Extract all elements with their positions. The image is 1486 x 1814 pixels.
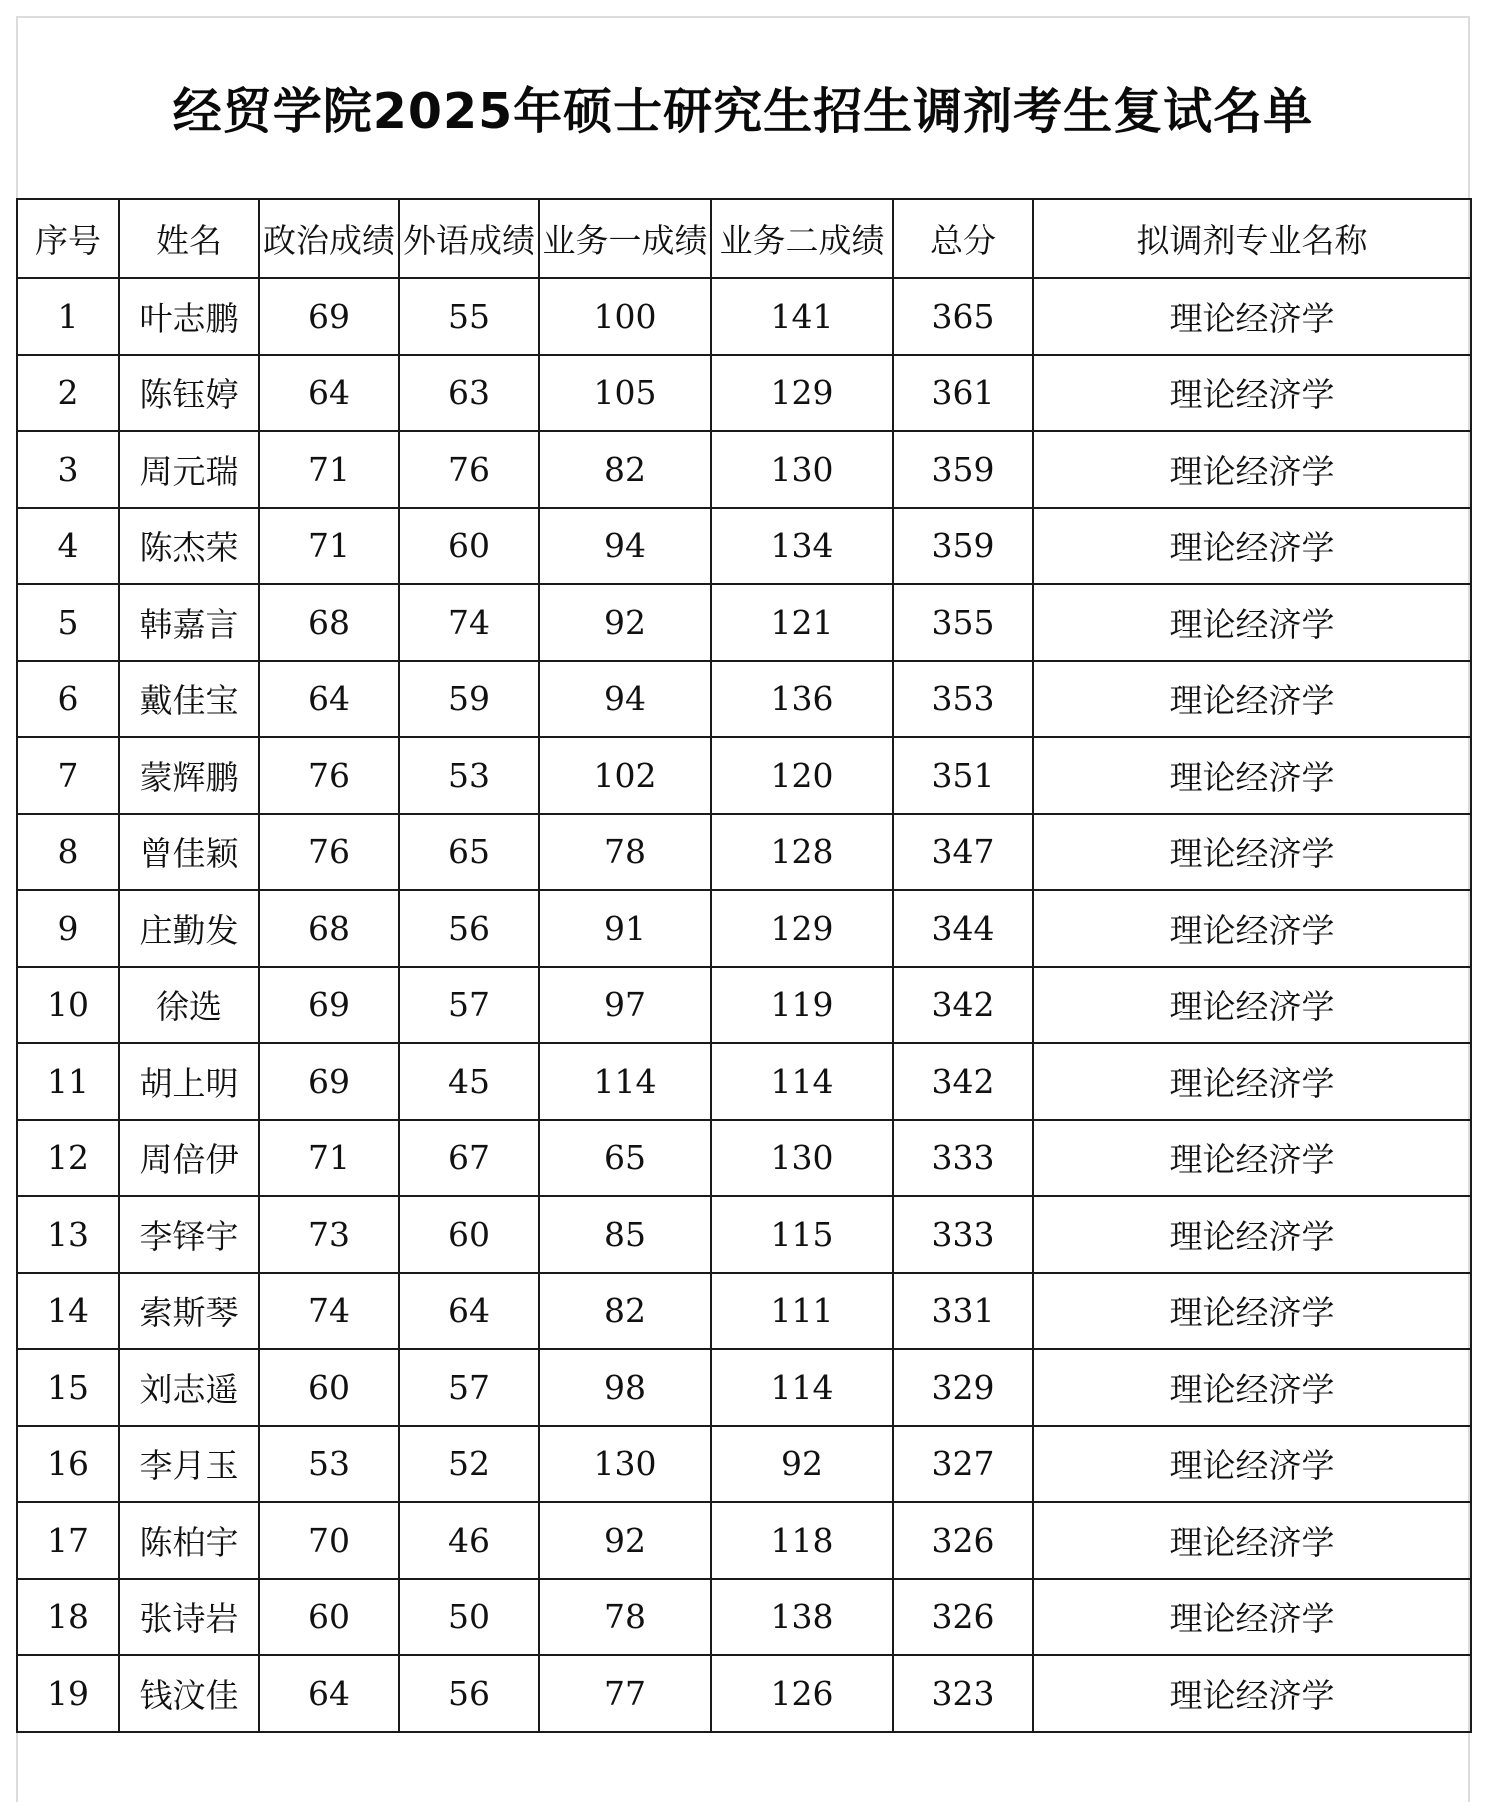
name-cell: 钱汶佳 <box>119 1655 259 1732</box>
table-row <box>17 584 1471 661</box>
serial-cell: 2 <box>17 355 119 432</box>
table-row <box>17 1043 1471 1120</box>
major-cell: 理论经济学 <box>1033 508 1471 585</box>
politics-cell: 76 <box>259 814 399 891</box>
total-cell: 331 <box>893 1273 1033 1350</box>
serial-cell: 3 <box>17 431 119 508</box>
subject-two-cell: 120 <box>711 737 893 814</box>
header-politics: 政治成绩 <box>259 199 399 278</box>
name-cell: 周元瑞 <box>119 431 259 508</box>
subject-two-cell: 141 <box>711 278 893 355</box>
foreign-language-cell: 60 <box>399 508 539 585</box>
subject-two-cell: 115 <box>711 1196 893 1273</box>
foreign-language-cell: 67 <box>399 1120 539 1197</box>
politics-cell: 69 <box>259 967 399 1044</box>
foreign-language-cell: 57 <box>399 967 539 1044</box>
name-cell: 刘志遥 <box>119 1349 259 1426</box>
foreign-language-cell: 56 <box>399 890 539 967</box>
foreign-language-cell: 59 <box>399 661 539 738</box>
foreign-language-cell: 50 <box>399 1579 539 1656</box>
document-sheet <box>16 16 1470 1802</box>
subject-two-cell: 129 <box>711 890 893 967</box>
subject-two-cell: 130 <box>711 431 893 508</box>
subject-two-cell: 129 <box>711 355 893 432</box>
name-cell: 徐选 <box>119 967 259 1044</box>
total-cell: 342 <box>893 967 1033 1044</box>
table-row <box>17 661 1471 738</box>
subject-one-cell: 102 <box>539 737 711 814</box>
table-row <box>17 814 1471 891</box>
subject-one-cell: 98 <box>539 1349 711 1426</box>
table-row <box>17 431 1471 508</box>
politics-cell: 60 <box>259 1579 399 1656</box>
total-cell: 351 <box>893 737 1033 814</box>
politics-cell: 60 <box>259 1349 399 1426</box>
foreign-language-cell: 45 <box>399 1043 539 1120</box>
subject-one-cell: 78 <box>539 1579 711 1656</box>
subject-one-cell: 65 <box>539 1120 711 1197</box>
header-total: 总分 <box>893 199 1033 278</box>
subject-one-cell: 85 <box>539 1196 711 1273</box>
subject-one-cell: 82 <box>539 1273 711 1350</box>
table-row <box>17 278 1471 355</box>
name-cell: 曾佳颖 <box>119 814 259 891</box>
subject-two-cell: 136 <box>711 661 893 738</box>
name-cell: 李月玉 <box>119 1426 259 1503</box>
politics-cell: 73 <box>259 1196 399 1273</box>
serial-cell: 17 <box>17 1502 119 1579</box>
total-cell: 323 <box>893 1655 1033 1732</box>
total-cell: 344 <box>893 890 1033 967</box>
major-cell: 理论经济学 <box>1033 1120 1471 1197</box>
subject-two-cell: 121 <box>711 584 893 661</box>
table-row <box>17 890 1471 967</box>
total-cell: 355 <box>893 584 1033 661</box>
name-cell: 周倍伊 <box>119 1120 259 1197</box>
table-header-row <box>17 199 1471 278</box>
major-cell: 理论经济学 <box>1033 431 1471 508</box>
header-foreign-language: 外语成绩 <box>399 199 539 278</box>
subject-two-cell: 138 <box>711 1579 893 1656</box>
name-cell: 索斯琴 <box>119 1273 259 1350</box>
table-body <box>17 278 1471 1732</box>
total-cell: 359 <box>893 431 1033 508</box>
subject-two-cell: 134 <box>711 508 893 585</box>
subject-one-cell: 92 <box>539 584 711 661</box>
major-cell: 理论经济学 <box>1033 584 1471 661</box>
major-cell: 理论经济学 <box>1033 1196 1471 1273</box>
foreign-language-cell: 56 <box>399 1655 539 1732</box>
politics-cell: 64 <box>259 355 399 432</box>
politics-cell: 74 <box>259 1273 399 1350</box>
major-cell: 理论经济学 <box>1033 1426 1471 1503</box>
politics-cell: 70 <box>259 1502 399 1579</box>
politics-cell: 64 <box>259 661 399 738</box>
politics-cell: 64 <box>259 1655 399 1732</box>
politics-cell: 68 <box>259 584 399 661</box>
subject-one-cell: 97 <box>539 967 711 1044</box>
politics-cell: 69 <box>259 278 399 355</box>
major-cell: 理论经济学 <box>1033 1043 1471 1120</box>
serial-cell: 7 <box>17 737 119 814</box>
header-major: 拟调剂专业名称 <box>1033 199 1471 278</box>
foreign-language-cell: 63 <box>399 355 539 432</box>
total-cell: 361 <box>893 355 1033 432</box>
name-cell: 李铎宇 <box>119 1196 259 1273</box>
major-cell: 理论经济学 <box>1033 1579 1471 1656</box>
serial-cell: 18 <box>17 1579 119 1656</box>
serial-cell: 5 <box>17 584 119 661</box>
serial-cell: 12 <box>17 1120 119 1197</box>
major-cell: 理论经济学 <box>1033 278 1471 355</box>
major-cell: 理论经济学 <box>1033 355 1471 432</box>
foreign-language-cell: 55 <box>399 278 539 355</box>
foreign-language-cell: 60 <box>399 1196 539 1273</box>
table-row <box>17 1579 1471 1656</box>
politics-cell: 71 <box>259 431 399 508</box>
serial-cell: 13 <box>17 1196 119 1273</box>
subject-two-cell: 128 <box>711 814 893 891</box>
name-cell: 胡上明 <box>119 1043 259 1120</box>
subject-two-cell: 130 <box>711 1120 893 1197</box>
subject-one-cell: 100 <box>539 278 711 355</box>
subject-one-cell: 105 <box>539 355 711 432</box>
subject-two-cell: 114 <box>711 1043 893 1120</box>
politics-cell: 68 <box>259 890 399 967</box>
total-cell: 329 <box>893 1349 1033 1426</box>
table-row <box>17 1426 1471 1503</box>
header-serial: 序号 <box>17 199 119 278</box>
major-cell: 理论经济学 <box>1033 890 1471 967</box>
subject-one-cell: 114 <box>539 1043 711 1120</box>
serial-cell: 14 <box>17 1273 119 1350</box>
name-cell: 陈柏宇 <box>119 1502 259 1579</box>
table-row <box>17 1273 1471 1350</box>
total-cell: 342 <box>893 1043 1033 1120</box>
major-cell: 理论经济学 <box>1033 1502 1471 1579</box>
serial-cell: 4 <box>17 508 119 585</box>
subject-two-cell: 119 <box>711 967 893 1044</box>
subject-two-cell: 111 <box>711 1273 893 1350</box>
table-row <box>17 508 1471 585</box>
header-subject-one: 业务一成绩 <box>539 199 711 278</box>
politics-cell: 76 <box>259 737 399 814</box>
total-cell: 333 <box>893 1120 1033 1197</box>
foreign-language-cell: 64 <box>399 1273 539 1350</box>
major-cell: 理论经济学 <box>1033 814 1471 891</box>
subject-one-cell: 130 <box>539 1426 711 1503</box>
subject-two-cell: 114 <box>711 1349 893 1426</box>
total-cell: 353 <box>893 661 1033 738</box>
page-title: 经贸学院2025年硕士研究生招生调剂考生复试名单 <box>172 83 1314 140</box>
subject-one-cell: 94 <box>539 661 711 738</box>
name-cell: 陈钰婷 <box>119 355 259 432</box>
serial-cell: 9 <box>17 890 119 967</box>
subject-two-cell: 118 <box>711 1502 893 1579</box>
serial-cell: 16 <box>17 1426 119 1503</box>
total-cell: 327 <box>893 1426 1033 1503</box>
total-cell: 347 <box>893 814 1033 891</box>
subject-one-cell: 91 <box>539 890 711 967</box>
major-cell: 理论经济学 <box>1033 1273 1471 1350</box>
subject-one-cell: 82 <box>539 431 711 508</box>
serial-cell: 10 <box>17 967 119 1044</box>
major-cell: 理论经济学 <box>1033 737 1471 814</box>
politics-cell: 71 <box>259 508 399 585</box>
foreign-language-cell: 76 <box>399 431 539 508</box>
foreign-language-cell: 65 <box>399 814 539 891</box>
header-name: 姓名 <box>119 199 259 278</box>
politics-cell: 71 <box>259 1120 399 1197</box>
table-row <box>17 355 1471 432</box>
table-row <box>17 967 1471 1044</box>
subject-two-cell: 126 <box>711 1655 893 1732</box>
name-cell: 蒙辉鹏 <box>119 737 259 814</box>
name-cell: 陈杰荣 <box>119 508 259 585</box>
major-cell: 理论经济学 <box>1033 1349 1471 1426</box>
name-cell: 戴佳宝 <box>119 661 259 738</box>
table-row <box>17 737 1471 814</box>
serial-cell: 1 <box>17 278 119 355</box>
serial-cell: 6 <box>17 661 119 738</box>
subject-two-cell: 92 <box>711 1426 893 1503</box>
table-row <box>17 1349 1471 1426</box>
table-row <box>17 1655 1471 1732</box>
serial-cell: 8 <box>17 814 119 891</box>
foreign-language-cell: 52 <box>399 1426 539 1503</box>
table-row <box>17 1196 1471 1273</box>
foreign-language-cell: 46 <box>399 1502 539 1579</box>
total-cell: 365 <box>893 278 1033 355</box>
serial-cell: 19 <box>17 1655 119 1732</box>
foreign-language-cell: 74 <box>399 584 539 661</box>
major-cell: 理论经济学 <box>1033 661 1471 738</box>
foreign-language-cell: 53 <box>399 737 539 814</box>
table-row <box>17 1120 1471 1197</box>
politics-cell: 53 <box>259 1426 399 1503</box>
header-subject-two: 业务二成绩 <box>711 199 893 278</box>
name-cell: 叶志鹏 <box>119 278 259 355</box>
total-cell: 359 <box>893 508 1033 585</box>
serial-cell: 15 <box>17 1349 119 1426</box>
subject-one-cell: 77 <box>539 1655 711 1732</box>
subject-one-cell: 92 <box>539 1502 711 1579</box>
major-cell: 理论经济学 <box>1033 1655 1471 1732</box>
total-cell: 326 <box>893 1579 1033 1656</box>
candidate-table <box>16 198 1472 1733</box>
major-cell: 理论经济学 <box>1033 967 1471 1044</box>
politics-cell: 69 <box>259 1043 399 1120</box>
total-cell: 333 <box>893 1196 1033 1273</box>
subject-one-cell: 94 <box>539 508 711 585</box>
name-cell: 庄勤发 <box>119 890 259 967</box>
subject-one-cell: 78 <box>539 814 711 891</box>
title-area <box>18 18 1468 198</box>
foreign-language-cell: 57 <box>399 1349 539 1426</box>
name-cell: 张诗岩 <box>119 1579 259 1656</box>
table-row <box>17 1502 1471 1579</box>
total-cell: 326 <box>893 1502 1033 1579</box>
serial-cell: 11 <box>17 1043 119 1120</box>
name-cell: 韩嘉言 <box>119 584 259 661</box>
